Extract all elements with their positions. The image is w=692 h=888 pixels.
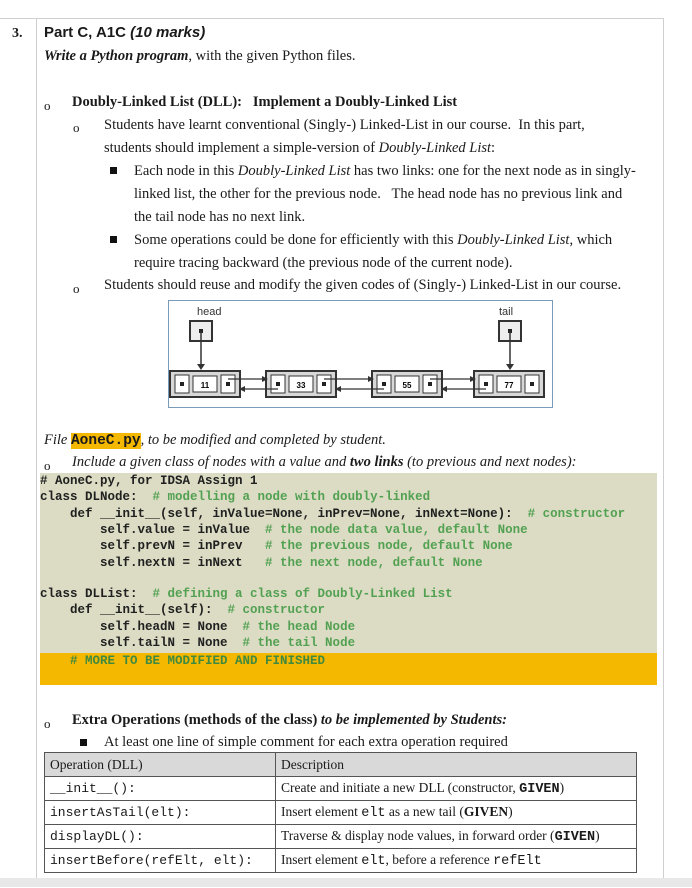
- dll-node: [170, 371, 240, 397]
- frame-right-border: [663, 18, 664, 887]
- page-title: Part C, A1C (10 marks): [44, 24, 206, 41]
- number-column: [0, 18, 37, 887]
- doubly-linked-list-diagram: [168, 300, 553, 408]
- dll-node: [372, 371, 442, 397]
- node-value: 55: [402, 381, 412, 390]
- table-header-cell: Operation (DLL): [45, 753, 276, 777]
- table-row: [45, 849, 637, 873]
- desc-cell: Insert element elt, before a reference refElt: [276, 849, 637, 873]
- table-row: [45, 825, 637, 849]
- dll-node: [474, 371, 544, 397]
- sub2-line: Students should reuse and modify the given codes of (Singly-) Linked-List in our course.: [104, 277, 622, 293]
- intro-text: Write a Python program, with the given Python files.: [44, 48, 356, 64]
- square-bullet: [110, 236, 117, 243]
- extra-heading: Extra Operations (methods of the class) to be implemented by Students:: [72, 712, 507, 728]
- sq2-line1: Some operations could be done for efficiently with this Doubly-Linked List, which: [134, 232, 613, 248]
- op-cell: __init__():: [45, 777, 276, 801]
- bullet-circle: o: [44, 716, 51, 731]
- desc-cell: Insert element elt as a new tail (GIVEN): [276, 801, 637, 825]
- tail-label: tail: [499, 306, 514, 318]
- sq1-line2: linked list, the other for the previous node. The head node has no previous link and: [134, 186, 623, 202]
- bullet-circle: o: [73, 120, 80, 135]
- node-value: 11: [200, 381, 210, 390]
- desc-cell: Traverse & display node values, in forward order (GIVEN): [276, 825, 637, 849]
- dll-node: [266, 371, 336, 397]
- bullet-circle: o: [73, 281, 80, 296]
- sub1-line1: Students have learnt conventional (Singly-) Linked-List in our course. In this part,: [104, 117, 585, 133]
- bullet-circle: o: [44, 98, 51, 113]
- square-bullet: [80, 739, 87, 746]
- sub1-line2: students should implement a simple-version of Doubly-Linked List:: [104, 140, 496, 156]
- todo-highlight: # MORE TO BE MODIFIED AND FINISHED: [40, 653, 657, 685]
- operations-table: [44, 752, 637, 873]
- sq2-line2: require tracing backward (the previous node of the current node).: [134, 255, 513, 271]
- table-header-row: [45, 753, 637, 777]
- op-cell: displayDL():: [45, 825, 276, 849]
- code-block: # AoneC.py, for IDSA Assign 1 class DLNode: # modelling a node with doubly-linked def __init__(self, inValue=None, inPrev=None, inNext=None): # constructor self.value = inValue # the node data value, default None self.prevN = inPrev # the previous node, default None self.nextN = inNext # the next node, default None class DLList: # defining a class of Doubly-Linked List def __init__(self): # constructor self.headN = None # the head Node self.tailN = None # the tail Node: [40, 473, 657, 653]
- table-header-cell: Description: [276, 753, 637, 777]
- file-name: AoneC.py: [70, 433, 141, 449]
- dll-heading: Doubly-Linked List (DLL): Implement a Doubly-Linked List: [72, 94, 458, 110]
- include-line: Include a given class of nodes with a value and two links (to previous and next nodes):: [72, 454, 577, 470]
- sq1-line3: the tail node has no next link.: [134, 209, 306, 225]
- table-row: [45, 801, 637, 825]
- desc-cell: Create and initiate a new DLL (constructor, GIVEN): [276, 777, 637, 801]
- table-row: [45, 777, 637, 801]
- op-cell: insertBefore(refElt, elt):: [45, 849, 276, 873]
- question-number: 3.: [12, 26, 23, 41]
- file-line: File AoneC.py, to be modified and completed by student.: [44, 432, 386, 449]
- bullet-circle: o: [44, 458, 51, 473]
- node-value: 33: [296, 381, 306, 390]
- bottom-scroll-strip: [0, 878, 692, 887]
- node-value: 77: [504, 381, 514, 390]
- extra-note: At least one line of simple comment for each extra operation required: [104, 734, 508, 750]
- head-label: head: [197, 306, 222, 318]
- op-cell: insertAsTail(elt):: [45, 801, 276, 825]
- square-bullet: [110, 167, 117, 174]
- sq1-line1: Each node in this Doubly-Linked List has two links: one for the next node as in singly-: [134, 163, 636, 179]
